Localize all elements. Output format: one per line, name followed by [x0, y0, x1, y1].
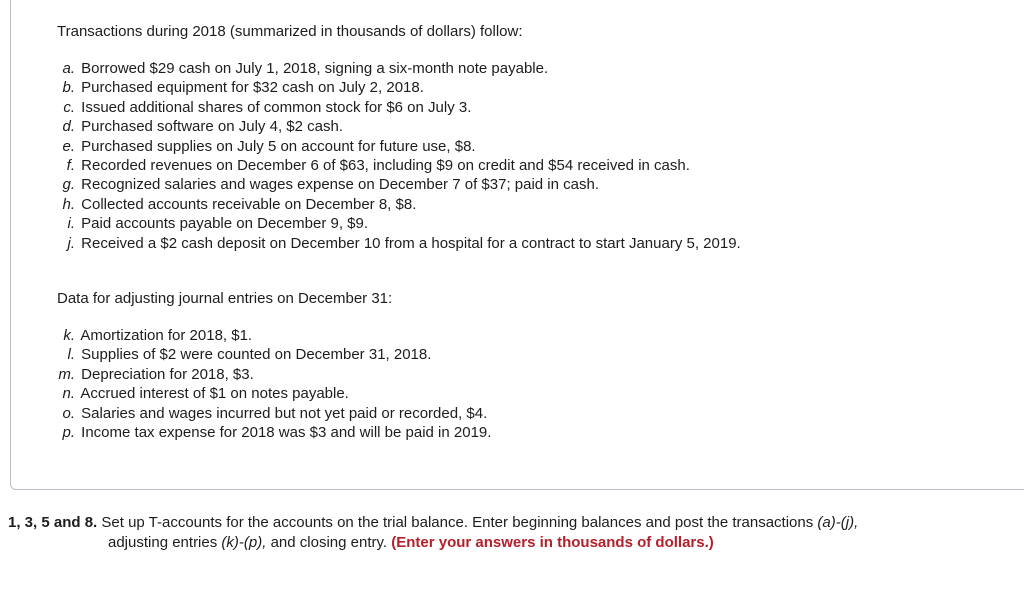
question-instruction: (Enter your answers in thousands of dollars.) — [391, 534, 714, 551]
question-number: 1, 3, 5 and 8. — [8, 514, 98, 531]
item-text: Paid accounts payable on December 9, $9. — [81, 215, 369, 233]
item-letter: h. — [62, 195, 75, 213]
item-text: Received a $2 cash deposit on December 10 from a hospital for a contract to start January 5, 2019. — [81, 234, 741, 252]
list-item — [57, 195, 741, 214]
item-text: Income tax expense for 2018 was $3 and will be paid in 2019. — [81, 424, 492, 442]
question-line-1 — [8, 513, 1018, 533]
list-item — [57, 59, 741, 78]
item-letter: d. — [62, 118, 75, 136]
item-text: Issued additional shares of common stock for $6 on July 3. — [81, 98, 472, 116]
transactions-intro: Transactions during 2018 (summarized in thousands of dollars) follow: — [57, 23, 523, 40]
item-text: Accrued interest of $1 on notes payable. — [80, 385, 349, 403]
item-letter: j. — [67, 234, 75, 252]
item-letter: f. — [66, 157, 75, 175]
item-text: Supplies of $2 were counted on December 31, 2018. — [81, 346, 432, 364]
item-text: Recognized salaries and wages expense on December 7 of $37; paid in cash. — [81, 176, 599, 194]
item-text: Salaries and wages incurred but not yet paid or recorded, $4. — [81, 404, 488, 422]
item-text: Purchased software on July 4, $2 cash. — [81, 118, 343, 136]
item-letter: i. — [67, 215, 75, 233]
transactions-list — [57, 59, 741, 253]
list-item — [57, 423, 491, 442]
question-text-3: and closing entry. — [270, 534, 388, 551]
item-letter: g. — [62, 176, 75, 194]
list-item — [57, 384, 491, 403]
adjustments-list — [57, 326, 491, 442]
list-item — [57, 175, 741, 194]
question-prompt — [8, 513, 1018, 553]
list-item — [57, 78, 741, 97]
item-letter: k. — [63, 327, 75, 344]
item-letter: a. — [62, 60, 75, 77]
list-item — [57, 234, 741, 253]
list-item — [57, 117, 741, 136]
question-text-1: Set up T-accounts for the accounts on the trial balance. Enter beginning balances and post the transactions — [101, 514, 814, 531]
item-letter: l. — [67, 346, 75, 364]
list-item — [57, 404, 491, 423]
item-text: Amortization for 2018, $1. — [80, 327, 253, 344]
question-line-2 — [8, 533, 1018, 553]
question-range-1: (a)-(j), — [817, 514, 859, 531]
list-item — [57, 98, 741, 117]
list-item — [57, 156, 741, 175]
question-range-2: (k)-(p), — [221, 534, 267, 551]
item-letter: p. — [62, 424, 75, 442]
item-text: Purchased supplies on July 5 on account for future use, $8. — [81, 137, 476, 155]
item-letter: e. — [62, 137, 75, 155]
question-text-2: adjusting entries — [108, 534, 218, 551]
list-item — [57, 214, 741, 233]
item-text: Depreciation for 2018, $3. — [81, 365, 254, 383]
item-letter: o. — [62, 404, 75, 422]
item-text: Recorded revenues on December 6 of $63, including $9 on credit and $54 received in cash. — [81, 157, 690, 175]
adjusting-intro: Data for adjusting journal entries on December 31: — [57, 290, 393, 307]
item-letter: b. — [62, 79, 75, 97]
list-item — [57, 326, 491, 345]
item-text: Borrowed $29 cash on July 1, 2018, signing a six-month note payable. — [81, 60, 549, 77]
item-text: Collected accounts receivable on December 8, $8. — [81, 195, 417, 213]
item-letter: m. — [58, 365, 75, 383]
item-letter: c. — [63, 98, 75, 116]
list-item — [57, 137, 741, 156]
list-item — [57, 365, 491, 384]
item-text: Purchased equipment for $32 cash on July 2, 2018. — [81, 79, 424, 97]
item-letter: n. — [62, 385, 75, 403]
list-item — [57, 345, 491, 364]
